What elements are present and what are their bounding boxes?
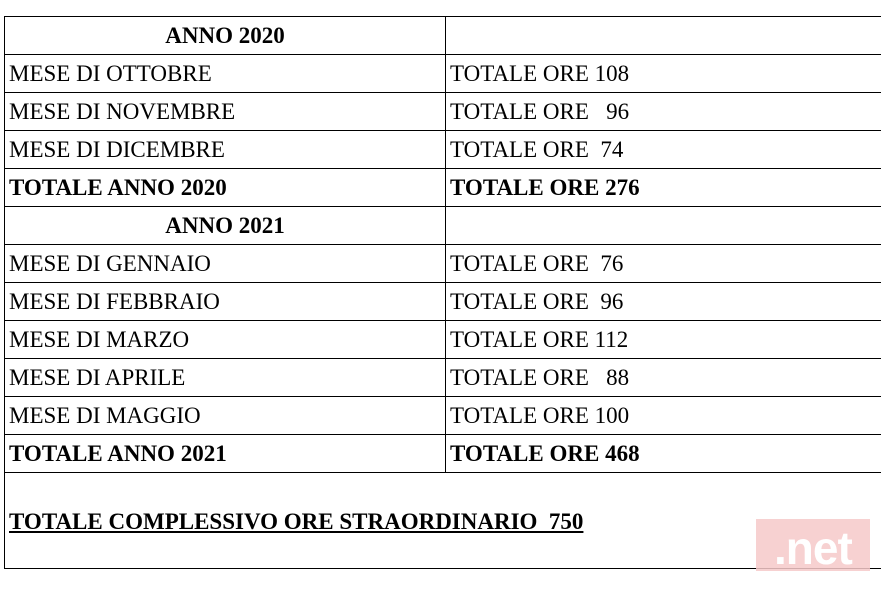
month-hours: TOTALE ORE 96	[446, 283, 881, 321]
month-row	[5, 359, 881, 397]
grand-total-text: TOTALE COMPLESSIVO ORE STRAORDINARIO 750	[9, 509, 584, 534]
watermark-text: .net	[774, 522, 852, 571]
hours-table	[4, 16, 881, 473]
year-label: ANNO 2021	[5, 207, 446, 245]
grand-total-section	[4, 473, 881, 569]
month-row	[5, 397, 881, 435]
month-row	[5, 321, 881, 359]
year-label: ANNO 2020	[5, 17, 446, 55]
month-label: MESE DI FEBBRAIO	[5, 283, 446, 321]
year-total-hours: TOTALE ORE 468	[446, 435, 881, 473]
year-header-row	[5, 207, 881, 245]
empty-cell	[446, 207, 881, 245]
month-hours: TOTALE ORE 96	[446, 93, 881, 131]
month-row	[5, 283, 881, 321]
month-row	[5, 55, 881, 93]
month-row	[5, 131, 881, 169]
month-label: MESE DI APRILE	[5, 359, 446, 397]
year-total-label: TOTALE ANNO 2020	[5, 169, 446, 207]
year-total-label: TOTALE ANNO 2021	[5, 435, 446, 473]
year-header-row	[5, 17, 881, 55]
month-hours: TOTALE ORE 74	[446, 131, 881, 169]
empty-cell	[446, 17, 881, 55]
watermark-logo	[756, 519, 870, 571]
year-total-row	[5, 169, 881, 207]
hours-table-body	[5, 17, 881, 473]
month-row	[5, 93, 881, 131]
month-label: MESE DI NOVEMBRE	[5, 93, 446, 131]
month-label: MESE DI DICEMBRE	[5, 131, 446, 169]
month-hours: TOTALE ORE 88	[446, 359, 881, 397]
year-total-row	[5, 435, 881, 473]
month-hours: TOTALE ORE 76	[446, 245, 881, 283]
year-total-hours: TOTALE ORE 276	[446, 169, 881, 207]
month-label: MESE DI MAGGIO	[5, 397, 446, 435]
month-label: MESE DI OTTOBRE	[5, 55, 446, 93]
month-label: MESE DI MARZO	[5, 321, 446, 359]
month-hours: TOTALE ORE 100	[446, 397, 881, 435]
month-hours: TOTALE ORE 112	[446, 321, 881, 359]
month-row	[5, 245, 881, 283]
month-label: MESE DI GENNAIO	[5, 245, 446, 283]
month-hours: TOTALE ORE 108	[446, 55, 881, 93]
